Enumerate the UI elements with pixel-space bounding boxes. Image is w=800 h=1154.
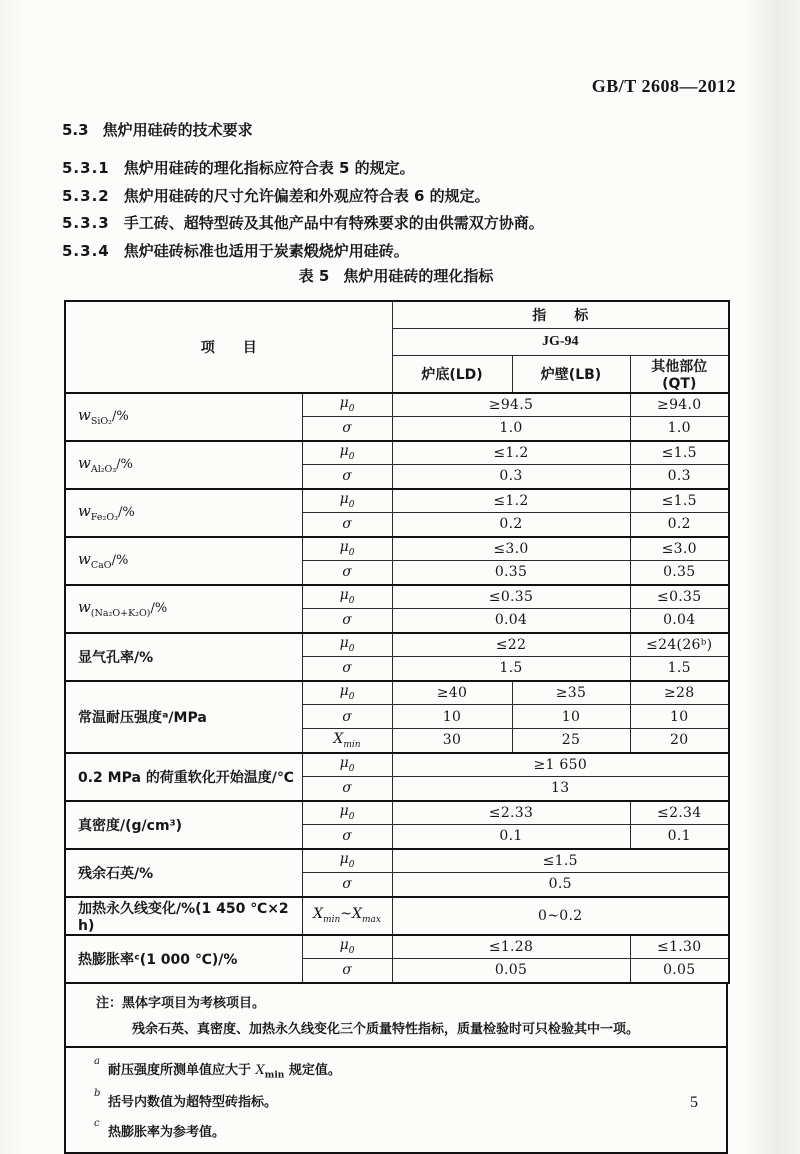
clause-text: 手工砖、超特型砖及其他产品中有特殊要求的由供需双方协商。 (124, 214, 544, 232)
table-caption (64, 265, 728, 286)
density-mu-qt: ≤2.34 (630, 801, 729, 825)
alkali-sigma-qt: 0.04 (630, 609, 729, 633)
footnote-c: c 热膨胀率为参考值。 (94, 1121, 712, 1140)
ccs-mu-qt: ≥28 (630, 681, 729, 705)
porosity-sigma-ldlb: 1.5 (392, 657, 630, 681)
clause-number: 5.3.2 (62, 187, 110, 205)
table-caption-label: 表 5 (299, 267, 330, 285)
row-softening-label: 0.2 MPa 的荷重软化开始温度/℃ (65, 753, 302, 801)
table-area (64, 300, 728, 1154)
note-label: 注： (96, 996, 122, 1011)
row-porosity-label: 显气孔率/% (65, 633, 302, 681)
table-caption-text: 焦炉用硅砖的理化指标 (343, 267, 493, 285)
header-col-qt: 其他部位(QT) (630, 355, 729, 393)
clause-text: 焦炉用硅砖的理化指标应符合表 5 的规定。 (124, 159, 415, 177)
density-sigma-ldlb: 0.1 (392, 825, 630, 849)
ccs-sigma-ld: 10 (392, 705, 512, 729)
ccs-xmin-qt: 20 (630, 729, 729, 753)
cao-mu-qt: ≤3.0 (630, 537, 729, 561)
page-number: 5 (690, 1094, 698, 1112)
row-al2o3-label: $w_{Al_2O_3}/\%$ (65, 441, 302, 489)
table-footnotes (64, 1046, 728, 1154)
clause-5-3-1 (62, 157, 742, 185)
stat-sigma: σ (302, 705, 392, 729)
al2o3-sigma-ldlb: 0.3 (392, 465, 630, 489)
clause-text: 焦炉硅砖标准也适用于炭素煅烧炉用硅砖。 (124, 242, 409, 260)
stat-sigma: σ (302, 873, 392, 897)
ccs-xmin-ld: 30 (392, 729, 512, 753)
quartz-sigma-all: 0.5 (392, 873, 729, 897)
stat-xmin-xmax: $X_{min}\sim X_{max}$ (302, 897, 392, 935)
row-fe2o3-label: $w_{Fe_2O_3}/\%$ (65, 489, 302, 537)
footnote-b: b 括号内数值为超特型砖指标。 (94, 1091, 712, 1110)
density-mu-ldlb: ≤2.33 (392, 801, 630, 825)
stat-mu0: $\mu_0$ (302, 489, 392, 513)
al2o3-sigma-qt: 0.3 (630, 465, 729, 489)
stat-mu0: $\mu_0$ (302, 801, 392, 825)
quartz-mu-all: ≤1.5 (392, 849, 729, 873)
expansion-mu-qt: ≤1.30 (630, 935, 729, 959)
footnote-b-marker: b (94, 1088, 100, 1099)
expansion-mu-ldlb: ≤1.28 (392, 935, 630, 959)
ccs-mu-lb: ≥35 (512, 681, 630, 705)
stat-sigma: σ (302, 513, 392, 537)
stat-mu0: $\mu_0$ (302, 537, 392, 561)
clause-5-3-2 (62, 185, 742, 213)
stat-mu0: $\mu_0$ (302, 849, 392, 873)
cao-mu-ldlb: ≤3.0 (392, 537, 630, 561)
header-index-cell: 指 标 (392, 301, 729, 328)
clause-5-3-3 (62, 212, 742, 240)
stat-sigma: σ (302, 777, 392, 801)
sio2-mu-ldlb: ≥94.5 (392, 393, 630, 417)
al2o3-mu-ldlb: ≤1.2 (392, 441, 630, 465)
porosity-mu-qt: ≤24(26ᵇ) (630, 633, 729, 657)
stat-xmin: $X_{min}$ (302, 729, 392, 753)
ccs-sigma-lb: 10 (512, 705, 630, 729)
row-ccs-label: 常温耐压强度ᵃ/MPa (65, 681, 302, 753)
row-density-label: 真密度/(g/cm³) (65, 801, 302, 849)
stat-sigma: σ (302, 657, 392, 681)
row-alkali-label: $w_{(Na_2O+K_2O)}/\%$ (65, 585, 302, 633)
al2o3-mu-qt: ≤1.5 (630, 441, 729, 465)
softening-sigma-all: 13 (392, 777, 729, 801)
row-expansion-label: 热膨胀率ᶜ(1 000 ℃)/% (65, 935, 302, 983)
header-item-cell: 项 目 (65, 301, 392, 393)
porosity-sigma-qt: 1.5 (630, 657, 729, 681)
fe2o3-mu-ldlb: ≤1.2 (392, 489, 630, 513)
stat-sigma: σ (302, 959, 392, 983)
footnote-c-marker: c (94, 1118, 100, 1129)
ccs-xmin-lb: 25 (512, 729, 630, 753)
table-notes (64, 982, 728, 1048)
expansion-sigma-ldlb: 0.05 (392, 959, 630, 983)
sio2-sigma-qt: 1.0 (630, 417, 729, 441)
section-number: 5.3 (62, 121, 89, 139)
section-title: 焦炉用硅砖的技术要求 (103, 121, 253, 139)
stat-sigma: σ (302, 825, 392, 849)
stat-mu0: $\mu_0$ (302, 633, 392, 657)
alkali-sigma-ldlb: 0.04 (392, 609, 630, 633)
standard-code: GB/T 2608—2012 (592, 76, 736, 97)
footnote-a-marker: a (94, 1056, 100, 1067)
row-plc-label: 加热永久线变化/%(1 450 ℃×2 h) (65, 897, 302, 935)
row-cao-label: $w_{CaO}/\%$ (65, 537, 302, 585)
sio2-mu-qt: ≥94.0 (630, 393, 729, 417)
clause-5-3-4 (62, 240, 742, 268)
section-heading (62, 119, 253, 140)
cao-sigma-qt: 0.35 (630, 561, 729, 585)
row-sio2-label: $w_{SiO_2}/\%$ (65, 393, 302, 441)
stat-sigma: σ (302, 609, 392, 633)
stat-mu0: $\mu_0$ (302, 935, 392, 959)
stat-mu0: $\mu_0$ (302, 753, 392, 777)
stat-mu0: $\mu_0$ (302, 681, 392, 705)
stat-sigma: σ (302, 561, 392, 585)
stat-sigma: σ (302, 417, 392, 441)
expansion-sigma-qt: 0.05 (630, 959, 729, 983)
stat-mu0: $\mu_0$ (302, 585, 392, 609)
header-group-cell: JG-94 (392, 328, 729, 355)
clause-list (62, 157, 742, 267)
phys-chem-indicators-table (64, 300, 730, 984)
clause-text: 焦炉用硅砖的尺寸允许偏差和外观应符合表 6 的规定。 (124, 187, 490, 205)
fe2o3-mu-qt: ≤1.5 (630, 489, 729, 513)
softening-mu-all: ≥1 650 (392, 753, 729, 777)
footnote-a: a 耐压强度所测单值应大于 $X_{min}$ 规定值。 (94, 1059, 712, 1081)
stat-mu0: $\mu_0$ (302, 393, 392, 417)
density-sigma-qt: 0.1 (630, 825, 729, 849)
plc-value-all: 0~0.2 (392, 897, 729, 935)
header-col-ld: 炉底(LD) (392, 355, 512, 393)
porosity-mu-ldlb: ≤22 (392, 633, 630, 657)
note-line-1: 注：黑体字项目为考核项目。 (96, 992, 712, 1011)
cao-sigma-ldlb: 0.35 (392, 561, 630, 585)
fe2o3-sigma-ldlb: 0.2 (392, 513, 630, 537)
fe2o3-sigma-qt: 0.2 (630, 513, 729, 537)
row-quartz-label: 残余石英/% (65, 849, 302, 897)
clause-number: 5.3.4 (62, 242, 110, 260)
ccs-mu-ld: ≥40 (392, 681, 512, 705)
alkali-mu-qt: ≤0.35 (630, 585, 729, 609)
ccs-sigma-qt: 10 (630, 705, 729, 729)
note-line-2: 残余石英、真密度、加热永久线变化三个质量特性指标，质量检验时可只检验其中一项。 (96, 1018, 712, 1037)
stat-sigma: σ (302, 465, 392, 489)
sio2-sigma-ldlb: 1.0 (392, 417, 630, 441)
stat-mu0: $\mu_0$ (302, 441, 392, 465)
alkali-mu-ldlb: ≤0.35 (392, 585, 630, 609)
clause-number: 5.3.3 (62, 214, 110, 232)
clause-number: 5.3.1 (62, 159, 110, 177)
header-col-lb: 炉壁(LB) (512, 355, 630, 393)
